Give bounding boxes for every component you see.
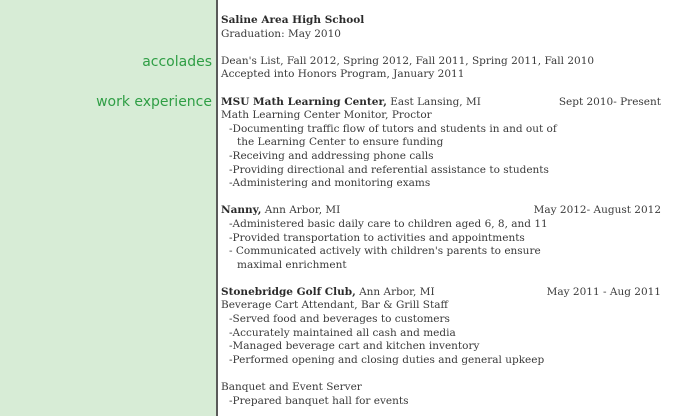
job-bullet: maximal enrichment: [237, 258, 347, 271]
job-employer: Nanny,: [221, 204, 262, 217]
job-dates: May 2012- August 2012: [533, 204, 661, 217]
job-bullet: -Administered basic daily care to children aged 6, 8, and 11: [229, 217, 548, 230]
job-bullet: -Prepared banquet hall for events: [229, 394, 409, 407]
resume-content: [221, 14, 661, 408]
school-name: Saline Area High School: [221, 14, 365, 26]
job-bullet: the Learning Center to ensure funding: [237, 136, 444, 149]
job-title: Beverage Cart Attendant, Bar & Grill Staff: [221, 299, 448, 312]
job-bullet: -Performed opening and closing duties and general upkeep: [229, 353, 545, 366]
job-bullet: -Documenting traffic flow of tutors and students in and out of: [229, 122, 557, 135]
job-employer: Stonebridge Golf Club,: [221, 285, 356, 298]
section-label-accolades: accolades: [142, 54, 212, 70]
job-header: [221, 204, 661, 218]
job-title: Banquet and Event Server: [221, 381, 362, 394]
job-dates: May 2011 - Aug 2011: [546, 285, 661, 298]
job-bullet: -Administering and monitoring exams: [229, 177, 431, 190]
job-bullet: -Provided transportation to activities and appointments: [229, 231, 525, 244]
job-location: Ann Arbor, MI: [355, 285, 435, 298]
job-header: [221, 96, 661, 110]
job-header: [221, 286, 661, 300]
job-employer: MSU Math Learning Center,: [221, 95, 387, 108]
section-label-work-experience: work experience: [96, 94, 212, 110]
job-bullet: -Served food and beverages to customers: [229, 313, 450, 326]
job-bullet: -Providing directional and referential assistance to students: [229, 163, 549, 176]
job-bullet: -Receiving and addressing phone calls: [229, 149, 434, 162]
job-location: Ann Arbor, MI: [261, 204, 341, 217]
accolade-item: Accepted into Honors Program, January 2011: [221, 68, 465, 81]
job-title: Math Learning Center Monitor, Proctor: [221, 109, 432, 122]
job-bullet: -Managed beverage cart and kitchen inventory: [229, 340, 480, 353]
job-location: East Lansing, MI: [386, 95, 481, 108]
graduation-date: Graduation: May 2010: [221, 27, 341, 40]
job-bullet: - Communicated actively with children's parents to ensure: [229, 245, 541, 258]
job-bullet: -Accurately maintained all cash and media: [229, 326, 456, 339]
accolade-item: Dean's List, Fall 2012, Spring 2012, Fall 2011, Spring 2011, Fall 2010: [221, 54, 595, 67]
job-dates: Sept 2010- Present: [558, 95, 661, 108]
